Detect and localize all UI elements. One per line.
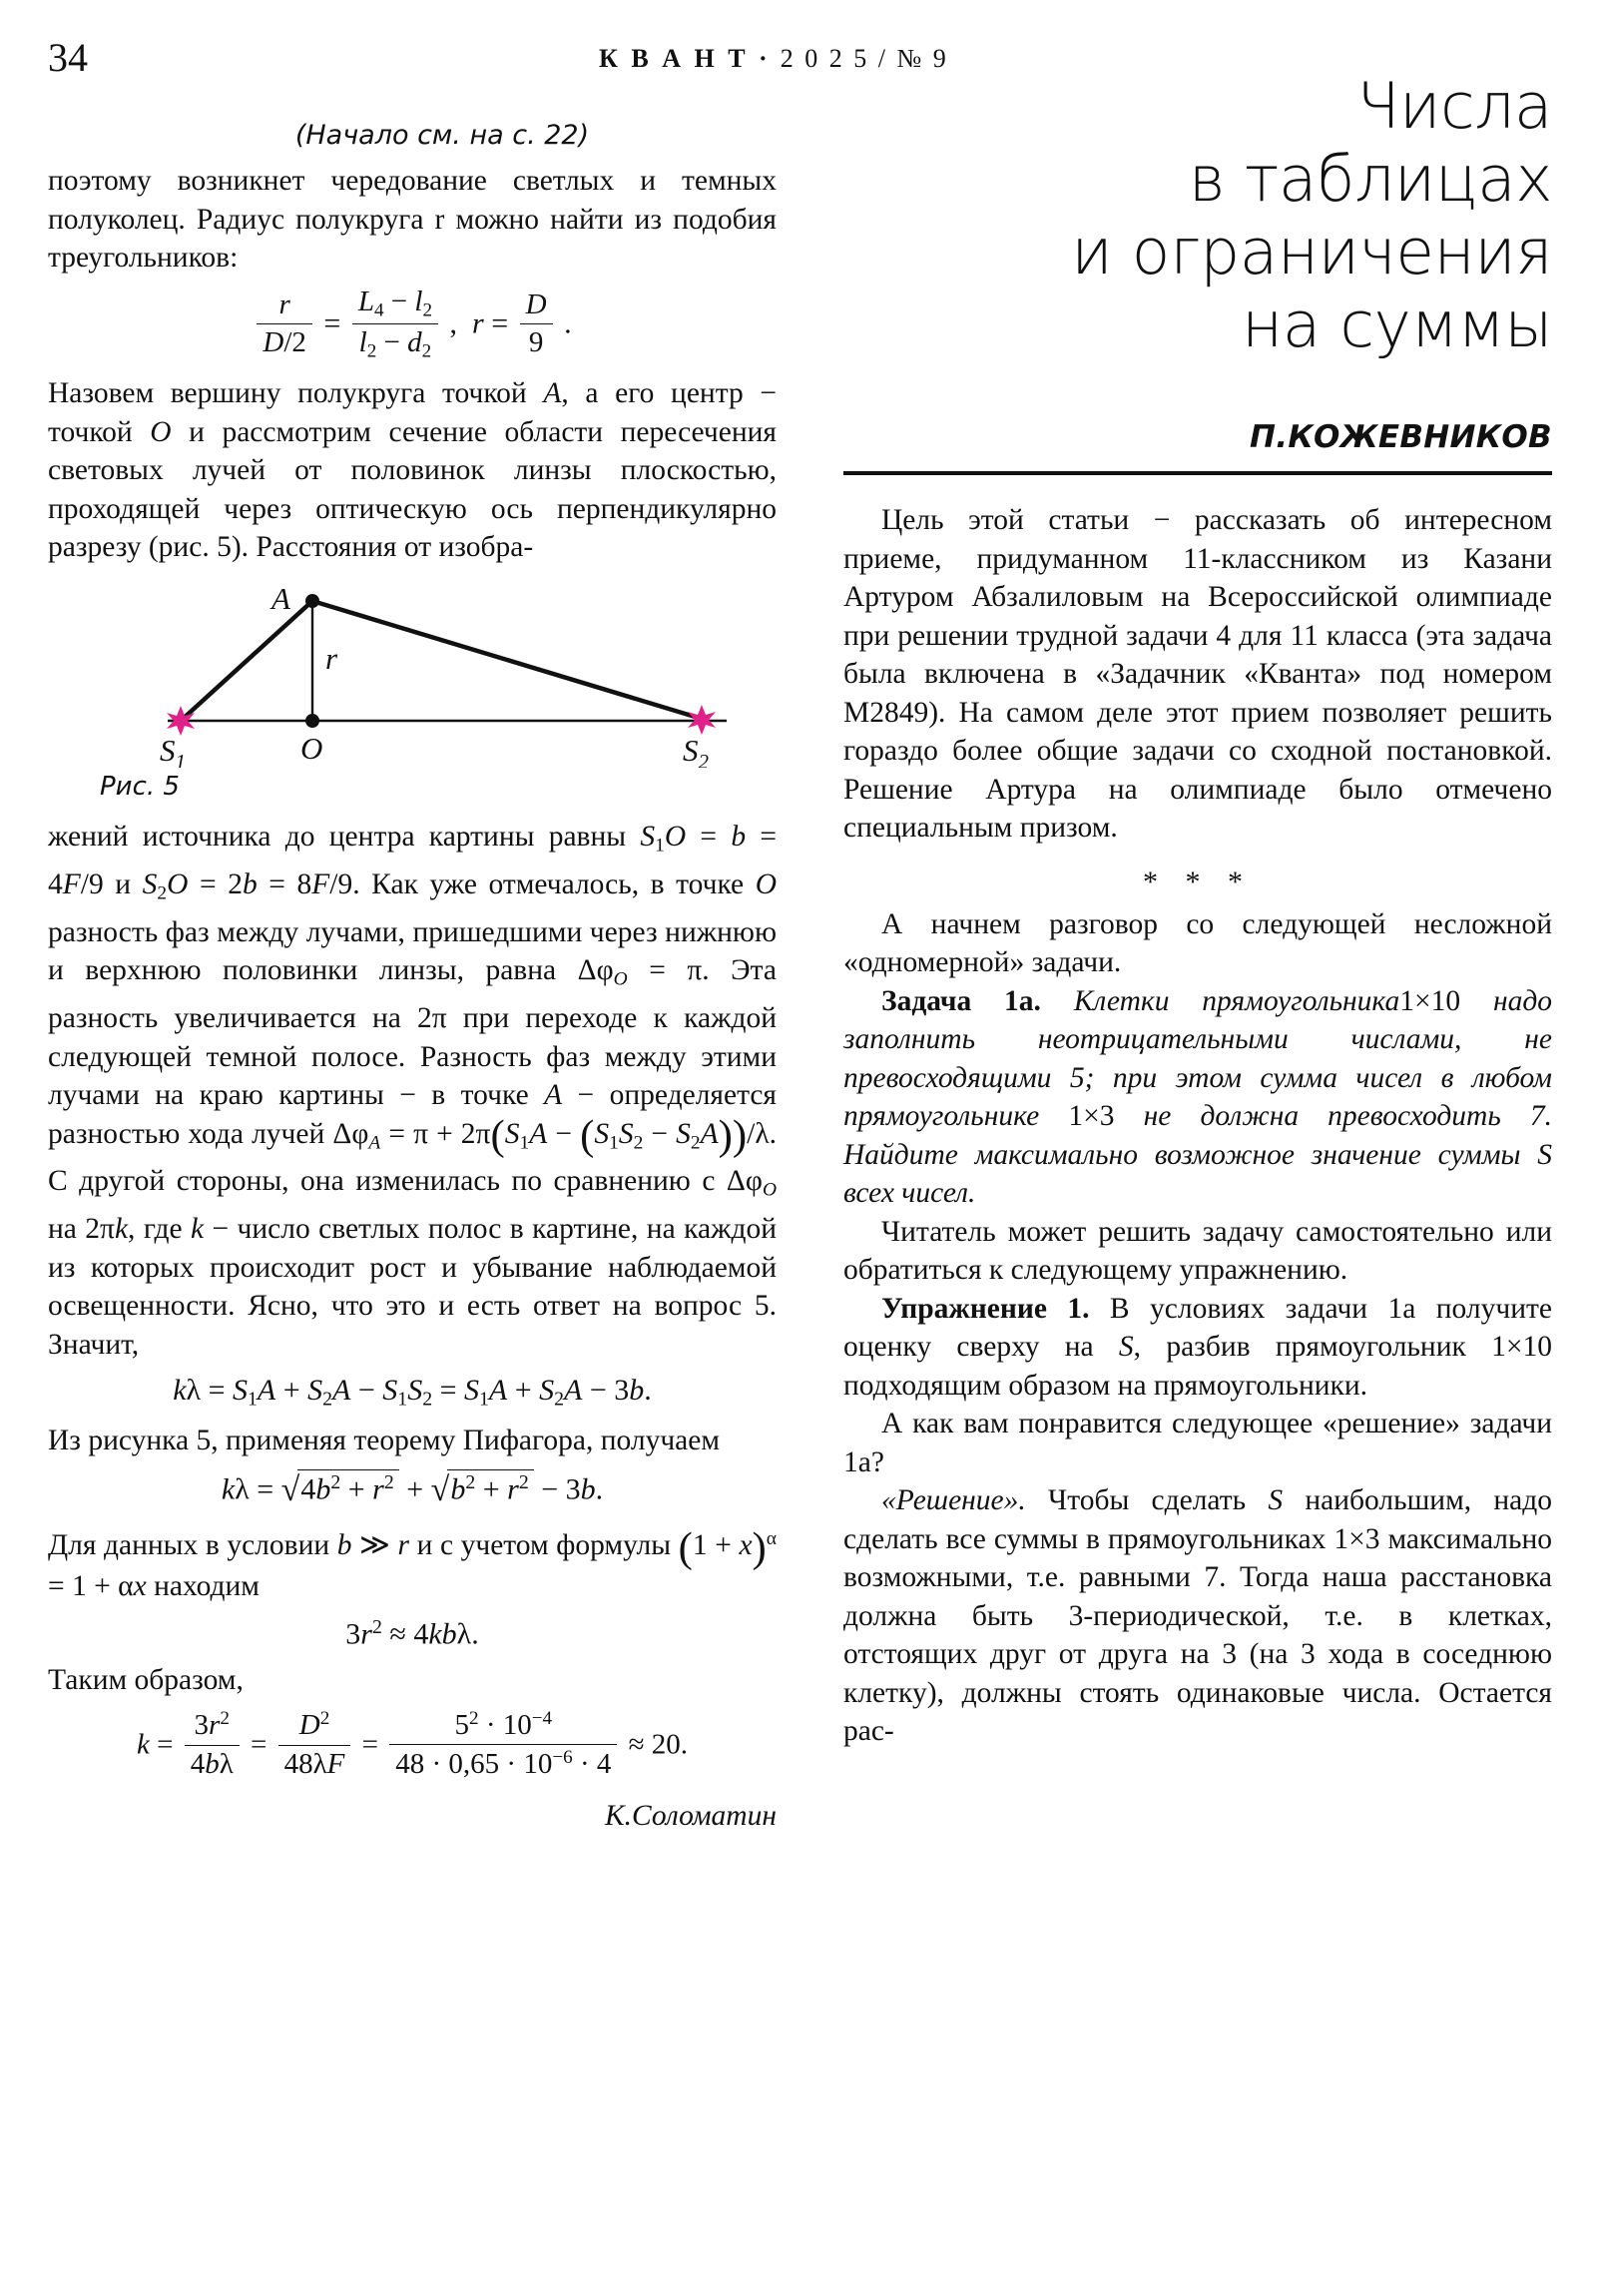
paragraph-1: поэтому возникнет чередование светлых и темных полуколец. Радиус полукруга r можно найти из подобия треугольников: [48,165,777,274]
label-s2: $S_2$ [683,732,709,768]
label-o: O [300,730,323,766]
formula-similar-triangles: $\frac{r}{D/2}$ = $\frac{L_4 - l_2}{l_2 - d_2}$ , r = $\frac{D}{9}$ . [48,287,777,365]
article-signature: К.Соломатин [605,1800,777,1833]
article-title [843,70,1552,361]
ray-a-s2 [312,601,702,719]
exercise-1-label: Упражнение 1. [881,1292,1090,1325]
point-o-dot [305,714,319,728]
solution-var: S [1268,1484,1284,1516]
exercise-1-text-b: , разбив прямоугольник [1133,1331,1466,1363]
paragraph-reader-note: Читатель может решить задачу самостоятельно или обратиться к следующему упражнению. [843,1215,1552,1286]
task-1a [843,982,1552,1213]
exercise-1-text-a: В условиях задачи 1a получите оценку сверху на [843,1292,1552,1363]
label-a: A [271,582,290,616]
figure-5 [48,583,777,768]
intro-paragraph: Цель этой статьи − рассказать об интересном приеме, придуманном 11-классником из Казани Артуром Абзалиловым на Всероссийской олимпиаде при решении трудной задачи 4 для 11 класса (эта задача была включена в «Задачник «Кванта» под номером М2849). На самом деле этот прием позволяет решить гораздо более общие задачи со сходной постановкой. Решение Артура на олимпиаде было отмечено специальным призом. [843,504,1552,844]
formula-final-k: k = $\frac{3r^2}{4b\lambda}$ = $\frac{D^2}{48\lambda F}$ = $\frac{5^2 \cdot 10^{-4}}{48 \cdot 0,65 \cdot 10^{-6} \cdot 4}$ ≈ 20. [136,1707,689,1780]
paragraph-solution-tease: А как вам понравится следующее «решение» задачи 1a? [843,1408,1552,1478]
paragraph-3: жений источника до центра картины равны $S_1O = b = 4F/9$ и $S_2O = 2b = 8F/9$. Как уже отмечалось, в точке O разность фаз между лучами, пришедшими через нижнюю и верхнюю половинки линзы, равна $\Delta\varphi_O = \pi$. Эта разность увеличивается на 2π при переходе к каждой следующей темной полосе. Разность фаз между этими лучами на краю картины − в точке A − определяется разностью хода лучей $\Delta\varphi_A = \pi + 2\pi(S_1A - (S_1S_2 - S_2A))/\lambda$. С другой стороны, она изменилась по сравнению с $\Delta\varphi_O$ на 2πk, где k − число светлых полос в картине, на каждой из которых происходит рост и убывание наблюдаемой освещенности. Ясно, что это и есть ответ на вопрос 5. Значит, [48,820,778,1361]
issue-number: 2 0 2 5 / № 9 [780,44,949,73]
exercise-1 [843,1290,1552,1406]
label-s1: $S_1$ [160,732,186,768]
formula-approx: $3r^2 \approx 4kb\lambda$. [345,1615,479,1650]
title-line-1: Числа [1356,70,1552,143]
figure-5-caption: Рис. 5 [100,771,180,802]
page-number: 34 [48,35,88,80]
task-1a-text-c: не должна превосходить 7. Найдите максимально возможное значение суммы S всех чисел. [843,1100,1553,1209]
task-1a-dim-1: 1×10 [1399,984,1461,1017]
paragraph-2: Назовем вершину полукруга точкой A, а его центр − точкой O и рассмотрим сечение области пересечения световых лучей от половинок линзы плоскостью, проходящей через оптическую ось перпендикулярно разрезу (рис. 5). Расстояния от изобра- [48,377,777,564]
exercise-1-var: S [1118,1331,1134,1363]
masthead-separator: · [759,44,771,73]
title-line-4: на суммы [1242,288,1552,361]
continuation-note: (Начало см. на с. 22) [294,120,590,151]
paragraph-6: Таким образом, [48,1664,244,1697]
solution-dim: 1×3 [1333,1522,1380,1555]
point-a-dot [305,594,319,608]
task-1a-text-b: надо заполнить неотрицательными числами, не превосходящими 5; при этом сумма чисел в любом прямоугольнике [843,984,1553,1132]
solution-label: «Решение». [881,1484,1026,1516]
pseudo-solution [843,1481,1552,1751]
paragraph-start-discussion: А начнем разговор со следующей несложной «одномерной» задачи. [843,907,1552,978]
title-line-3: и ограничения [1071,216,1552,288]
title-line-2: в таблицах [1188,143,1552,216]
exercise-1-text-c: подходящим образом на прямоугольники. [843,1369,1368,1402]
formula-klambda: $k\lambda = S_1A + S_2A - S_1S_2 = S_1A + S_2A - 3b$. [173,1374,652,1411]
label-r: r [325,640,338,676]
ray-s1-a [181,601,312,721]
figure-5-svg [48,583,777,768]
author-byline: П.КОЖЕВНИКОВ [1250,419,1552,455]
solution-text-c: максимально возможными, т.е. равными 7. Тогда наша расстановка должна быть 3-периодической, т.е. в клетках, отстоящих друг от друга на 3 (на 3 хода в соседнюю клетку), должны стоять одинаковые числа. Остается рас- [843,1522,1553,1747]
solution-text-a: Чтобы сделать [1048,1484,1247,1516]
task-1a-label: Задача 1a. [881,984,1041,1017]
left-column [48,118,777,1836]
paragraph-4: Из рисунка 5, применяя теорему Пифагора, получаем [48,1424,721,1456]
task-1a-text-a: Клетки прямоугольника [1073,984,1400,1017]
solution-text-b: наибольшим, надо сделать все суммы в прямоугольниках [843,1484,1553,1555]
journal-name: К В А Н Т [599,44,750,73]
task-1a-dim-2: 1×3 [1068,1100,1115,1132]
exercise-1-dim: 1×10 [1491,1331,1552,1363]
section-divider-asterisks: * * * [1143,864,1253,898]
paragraph-5: Для данных в условии b ≫ r и с учетом формулы $(1 + x)^\alpha = 1 + \alpha x$ находим [48,1523,777,1602]
byline-divider-rule [843,471,1552,475]
right-column [843,70,1552,1751]
formula-pythagoras: $k\lambda = √4b^2 + r^2 + √b^2 + r^2 - 3b$. [221,1471,604,1509]
